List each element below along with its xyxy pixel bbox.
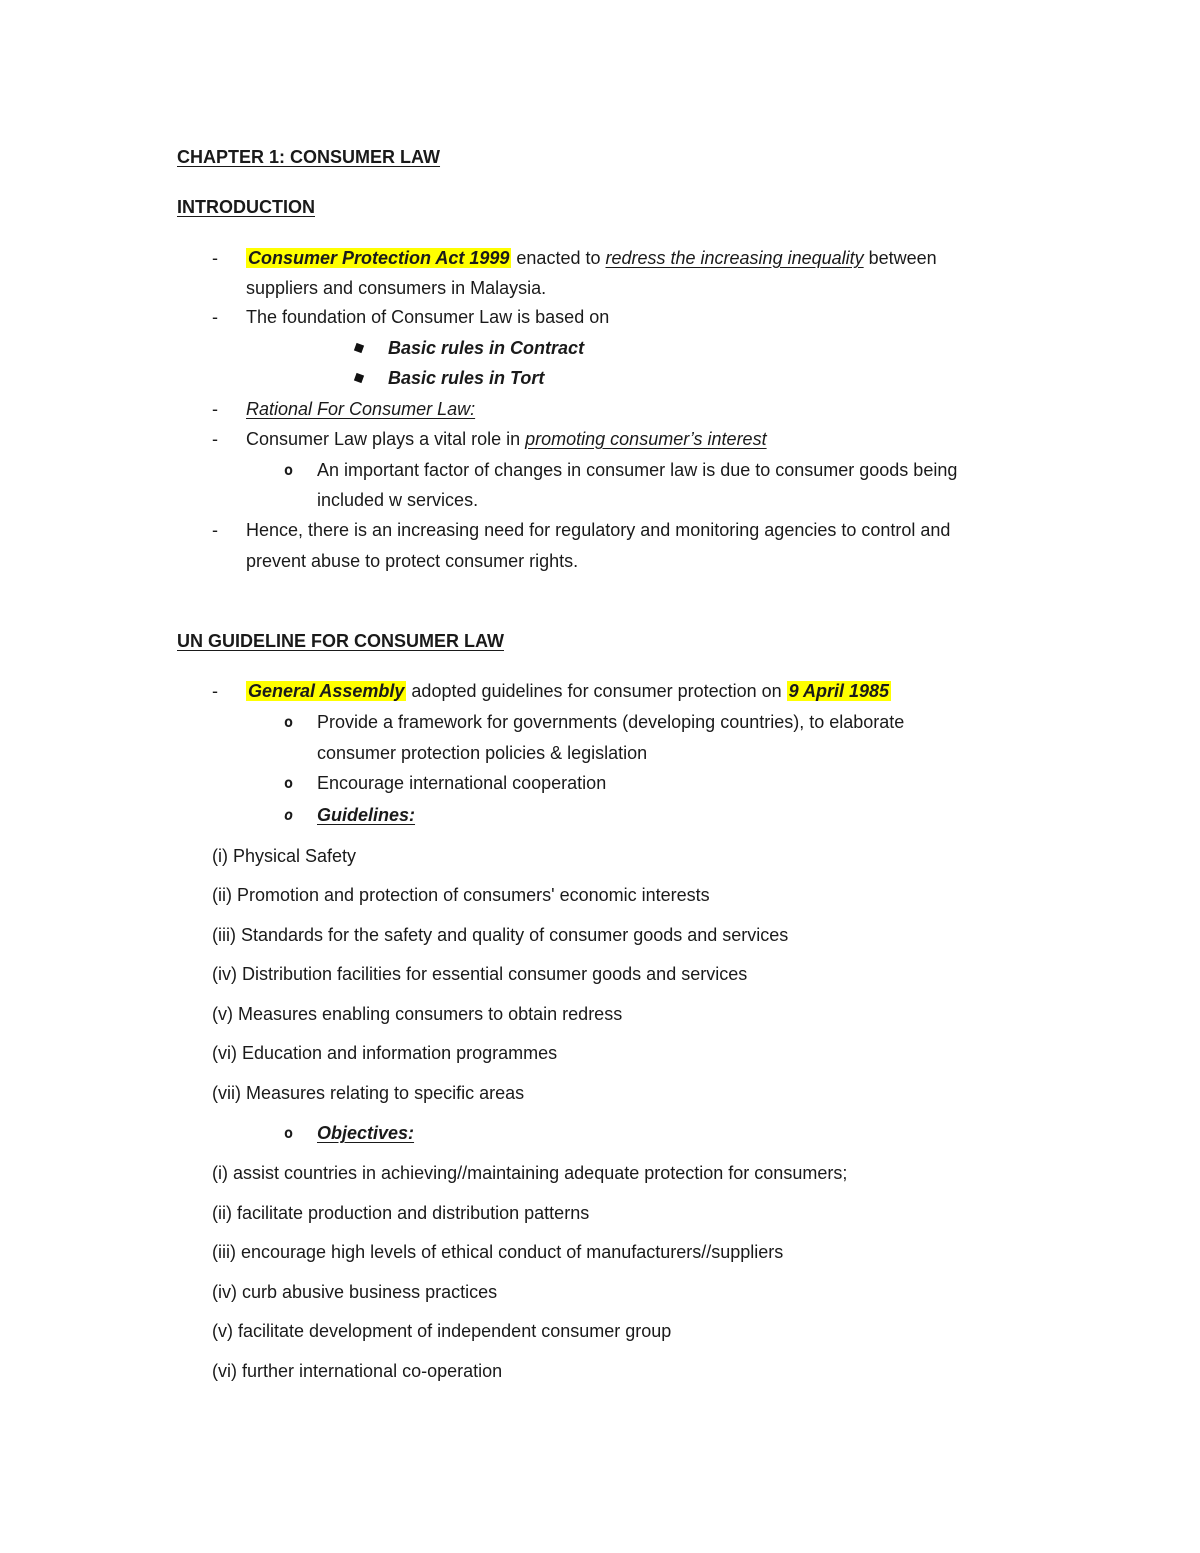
guidelines-label: Guidelines: — [317, 805, 416, 825]
intro-item-3: Rational For Consumer Law: — [246, 399, 476, 419]
o-bullet: o — [284, 806, 294, 824]
underlined-phrase: redress the increasing inequality — [605, 248, 864, 268]
guideline-item: (iii) Standards for the safety and quality of consumer goods and services — [212, 925, 789, 945]
square-bullet-icon — [354, 373, 364, 383]
chapter-title: CHAPTER 1: CONSUMER LAW — [177, 147, 441, 167]
introduction-heading: INTRODUCTION — [177, 197, 315, 217]
objective-item: (v) facilitate development of independent consumer group — [212, 1321, 672, 1341]
dash-bullet: - — [212, 681, 218, 701]
dash-bullet: - — [212, 399, 218, 419]
dash-bullet: - — [212, 429, 218, 449]
guideline-item: (i) Physical Safety — [212, 846, 357, 866]
sub-item-tort: Basic rules in Tort — [388, 368, 545, 388]
un-sub-1-line-2: consumer protection policies & legislation — [317, 743, 648, 763]
intro-item-1-line-2: suppliers and consumers in Malaysia. — [246, 278, 547, 298]
intro-item-1-text-a: enacted to — [511, 248, 606, 268]
intro-item-5-line-1: Hence, there is an increasing need for regulatory and monitoring agencies to control and — [246, 520, 951, 540]
intro-item-4-sub-line-1: An important factor of changes in consumer law is due to consumer goods being — [317, 460, 958, 480]
intro-item-4 — [246, 428, 767, 450]
un-item-1-text: adopted guidelines for consumer protection on — [406, 681, 787, 701]
o-bullet: o — [284, 1124, 294, 1142]
highlighted-date: 9 April 1985 — [788, 681, 890, 701]
sub-item-contract: Basic rules in Contract — [388, 338, 585, 358]
un-guideline-heading: UN GUIDELINE FOR CONSUMER LAW — [177, 631, 504, 651]
un-item-1 — [246, 680, 891, 702]
intro-item-1 — [246, 247, 937, 269]
un-sub-2: Encourage international cooperation — [317, 773, 607, 793]
dash-bullet: - — [212, 520, 218, 540]
intro-item-5-line-2: prevent abuse to protect consumer rights. — [246, 551, 579, 571]
square-bullet-icon — [354, 343, 364, 353]
objective-item: (vi) further international co-operation — [212, 1361, 503, 1381]
o-bullet: o — [284, 713, 294, 731]
intro-item-2: The foundation of Consumer Law is based on — [246, 307, 610, 327]
o-bullet: o — [284, 774, 294, 792]
objective-item: (iv) curb abusive business practices — [212, 1282, 498, 1302]
guideline-item: (vi) Education and information programmes — [212, 1043, 558, 1063]
intro-item-4-text: Consumer Law plays a vital role in — [246, 429, 526, 449]
intro-item-4-sub-line-2: included w services. — [317, 490, 479, 510]
dash-bullet: - — [212, 248, 218, 268]
intro-item-1-text-b: between — [863, 248, 937, 268]
highlighted-general-assembly: General Assembly — [248, 681, 405, 701]
objective-item: (iii) encourage high levels of ethical conduct of manufacturers//suppliers — [212, 1242, 784, 1262]
objective-item: (ii) facilitate production and distribution patterns — [212, 1203, 590, 1223]
guideline-item: (ii) Promotion and protection of consumers' economic interests — [212, 885, 710, 905]
highlighted-act-name: Consumer Protection Act 1999 — [248, 248, 510, 268]
objective-item: (i) assist countries in achieving//maintaining adequate protection for consumers; — [212, 1163, 848, 1183]
objectives-label: Objectives: — [317, 1123, 415, 1143]
un-sub-1-line-1: Provide a framework for governments (developing countries), to elaborate — [317, 712, 905, 732]
underlined-phrase: promoting consumer’s interest — [525, 429, 767, 449]
dash-bullet: - — [212, 307, 218, 327]
o-bullet: o — [284, 461, 294, 479]
guideline-item: (vii) Measures relating to specific areas — [212, 1083, 525, 1103]
guideline-item: (iv) Distribution facilities for essential consumer goods and services — [212, 964, 748, 984]
guideline-item: (v) Measures enabling consumers to obtain redress — [212, 1004, 623, 1024]
